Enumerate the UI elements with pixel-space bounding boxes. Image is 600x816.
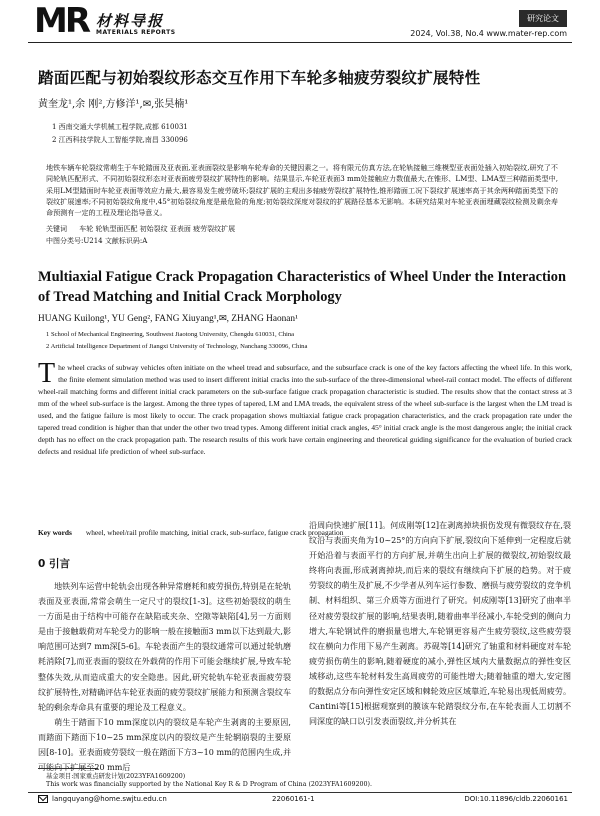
section-heading-intro: 0 引言: [38, 558, 70, 570]
header-rule: [28, 42, 572, 43]
footer-rule: [28, 792, 572, 793]
keywords-en-label: Key words: [38, 528, 72, 537]
affiliation-en-2: 2 Artificial Intelligence Department of Jiangxi University of Technology, Nanchang 330096, China: [46, 343, 308, 350]
keywords-en-list: wheel, wheel/rail profile matching, initial crack, sub-surface, fatigue crack propagation: [85, 528, 344, 537]
journal-name-en: MATERIALS REPORTS: [96, 29, 176, 36]
classification-line: 中图分类号:U214 文献标识码:A: [46, 237, 148, 245]
journal-logo-mark: MR: [34, 1, 89, 41]
affiliation-cn-2: 2 江西科技学院人工智能学院,南昌 330096: [52, 136, 188, 144]
column-tag: 研究论文: [519, 10, 567, 27]
keywords-en: [38, 528, 343, 537]
issue-line: 2024, Vol.38, No.4 www.mater-rep.com: [410, 29, 567, 38]
intro-paragraph: 地铁列车运营中轮轨会出现各种异常磨耗和疲劳损伤,特别是在轮轨表面及亚表面,常常会萌生一定尺寸的裂纹[1-3]。这些初始裂纹的萌生一方面是由于结构中可能存在缺陷或夹杂、空隙等缺陷[4],另一方面则是由于接触载荷对车轮受力的影响一般在接触面3 mm以下达到最大,影响范围可达到7 mm深[5-6]。车轮表面产生的裂纹通常可以通过轮轨磨耗消除[7],而亚表面的裂纹在外载荷的作用下可能会继续扩展,导致车轮整体失效,从而造成重大的安全隐患。因此,研究轮轨车轮亚表面疲劳裂纹扩展特性,对精确评估车轮亚表面的疲劳裂纹扩展能力和预测含裂纹车轮的剩余寿命具有重要的理论及工程意义。: [38, 582, 291, 712]
doi[interactable]: DOI:10.11896/cldb.22060161: [464, 795, 568, 803]
intro-paragraph: 萌生于踏面下10 mm深度以内的裂纹是车轮产生剥离的主要原因,而踏面下踏面下10~25 mm深度以内的裂纹是产生轮辋崩裂的主要原因[8-10]。亚表面疲劳裂纹一般在踏面下方3~10 mm的范围内生成,并可能向下扩展至20 mm后: [38, 717, 291, 773]
body-column-left: [38, 579, 291, 775]
abstract-en: [38, 358, 572, 458]
footer-email: [38, 795, 167, 803]
footnote-funding-en: This work was financially supported by the National Key R & D Program of China (2023YFA1609200).: [46, 781, 372, 788]
email-text[interactable]: langquyang@home.swjtu.edu.cn: [52, 795, 167, 803]
body-column-right: [309, 518, 571, 729]
footnote-rule: [38, 768, 98, 769]
keywords-cn-label: 关键词: [46, 225, 67, 233]
keywords-cn-list: 车轮 轮轨型面匹配 初始裂纹 亚表面 疲劳裂纹扩展: [79, 225, 236, 233]
footnote-funding-cn: 基金项目:国家重点研发计划(2023YFA1609200): [46, 773, 186, 780]
page-id: 22060161-1: [272, 795, 315, 803]
journal-name-cn: 材料导报: [96, 12, 165, 30]
keywords-cn: [46, 224, 235, 234]
paper-title-en: Multiaxial Fatigue Crack Propagation Characteristics of Wheel Under the Interaction of Tread Matching and Initial Crack Morphology: [38, 269, 566, 305]
authors-en: HUANG Kuilong¹, YU Geng², FANG Xiuyang¹,✉, ZHANG Haonan¹: [38, 314, 298, 324]
intro-paragraph: 沿周向快速扩展[11]。何成刚等[12]在剥离掉块损伤发现有微裂纹存在,裂纹沿与表面夹角为10~25°的方向向下扩展,裂纹向下延伸到一定程度后就开始沿着与表面平行的方向扩展,并萌生出向上扩展的微裂纹,初始裂纹最终将向表面,形成剥离掉块,而后来的裂纹有继续向下扩展的趋势。对于疲劳裂纹的萌生及扩展,不少学者从列车运行参数、磨损与疲劳裂纹的竞争机制、材料组织、第三介质等方面进行了研究。何成刚等[13]研究了曲率半径对疲劳裂纹扩展的影响,结果表明,随着曲率半径减小,车轮受到的侧向力增大,车轮钢试件的磨损量也增大,车轮钢更容易产生疲劳裂纹,这些疲劳裂纹在横向力作用下易产生剥离。苏砚等[14]研究了轴重和材料硬度对车轮疲劳损伤萌生的影响,随着硬度的减小,弹性区域内大量数据点的弹性变区域移动,这些车轮材料发生高周疲劳的可能性增大;随着轴重的增大,安定图的数据点分布向弹性安定区域和棘轮效应区域靠近,车轮易出现低周疲劳。Cantini等[15]根据观察到的膜该车轮踏裂纹分布,在车轮表面人工切割不同深度的缺口以引发表面裂纹,并分析其在: [309, 521, 571, 727]
paper-title-cn: 踏面匹配与初始裂纹形态交互作用下车轮多轴疲劳裂纹扩展特性: [38, 69, 481, 87]
affiliation-en-1: 1 School of Mechanical Engineering, Southwest Jiaotong University, Chengdu 610031, China: [46, 331, 295, 338]
mail-icon: [38, 795, 48, 803]
affiliation-cn-1: 1 西南交通大学机械工程学院,成都 610031: [52, 123, 188, 131]
authors-cn: 黄奎龙¹,余 刚²,方修洋¹,✉,张昊楠¹: [38, 99, 189, 110]
abstract-drop-cap: T: [38, 358, 56, 389]
abstract-en-text: he wheel cracks of subway vehicles often initiate on the wheel tread and subsurface, and the subsurface crack is one of the key factors affecting the wheel life. In this work, the finite element simulation method was used to insert different initial cracks into the sub-surface of the three-dimensional wheel-rail contact model. The effects of different wheel-rail matching forms and different initial crack parameters on the sub-surface fatigue crack propagation characteristic is studied. The results show that the contact stress at 3 mm of the wheel sub-surface is the largest. Among the three types of tapered, LM and LMA treads, the equivalent stress of the wheel sub-surface is the largest when the LM tread is used, and the fatigue failure is most likely to occur. The crack propagation shows multiaxial fatigue crack propagation characteristics, and the crack propagation rate under the tapered tread condition is higher than that under the other two tread types. Among different initial crack angles, 45° initial crack angle is the most dangerous angle; the initial crack depth has no effect on the crack propagation path. The research results of this work have certain engineering and theoretical guiding significance for the evaluation of buried crack defects and residual life prediction of wheel sub-surface.: [38, 363, 572, 456]
abstract-cn: 地铁车辆车轮裂纹常萌生于车轮踏面及亚表面,亚表面裂纹是影响车轮寿命的关键因素之一。将有限元仿真方法,在轮轨接触三维模型亚表面处插入初始裂纹,研究了不同轮轨匹配形式、不同初始裂纹形态对亚表面疲劳裂纹扩展特性的影响。结果显示,车轮亚表面3 mm处接触应力数值最大,在锥形、LM型、LMA型三种踏面类型中,采用LM型踏面时车轮亚表面等效应力最大,最容易发生疲劳破坏;裂纹扩展的主观出多轴疲劳裂纹扩展特性,锥形踏面工况下裂纹扩展速率高于其余两种踏面类型下的裂纹扩展速率;不同初始裂纹角度中,45°初始裂纹角度是最危险的角度;初始裂纹深度对裂纹的扩展路径基本无影响。本研究结果对车轮亚表面埋藏裂纹检测及剩余寿命预测有一定的工程及理论指导意义。: [46, 163, 558, 218]
